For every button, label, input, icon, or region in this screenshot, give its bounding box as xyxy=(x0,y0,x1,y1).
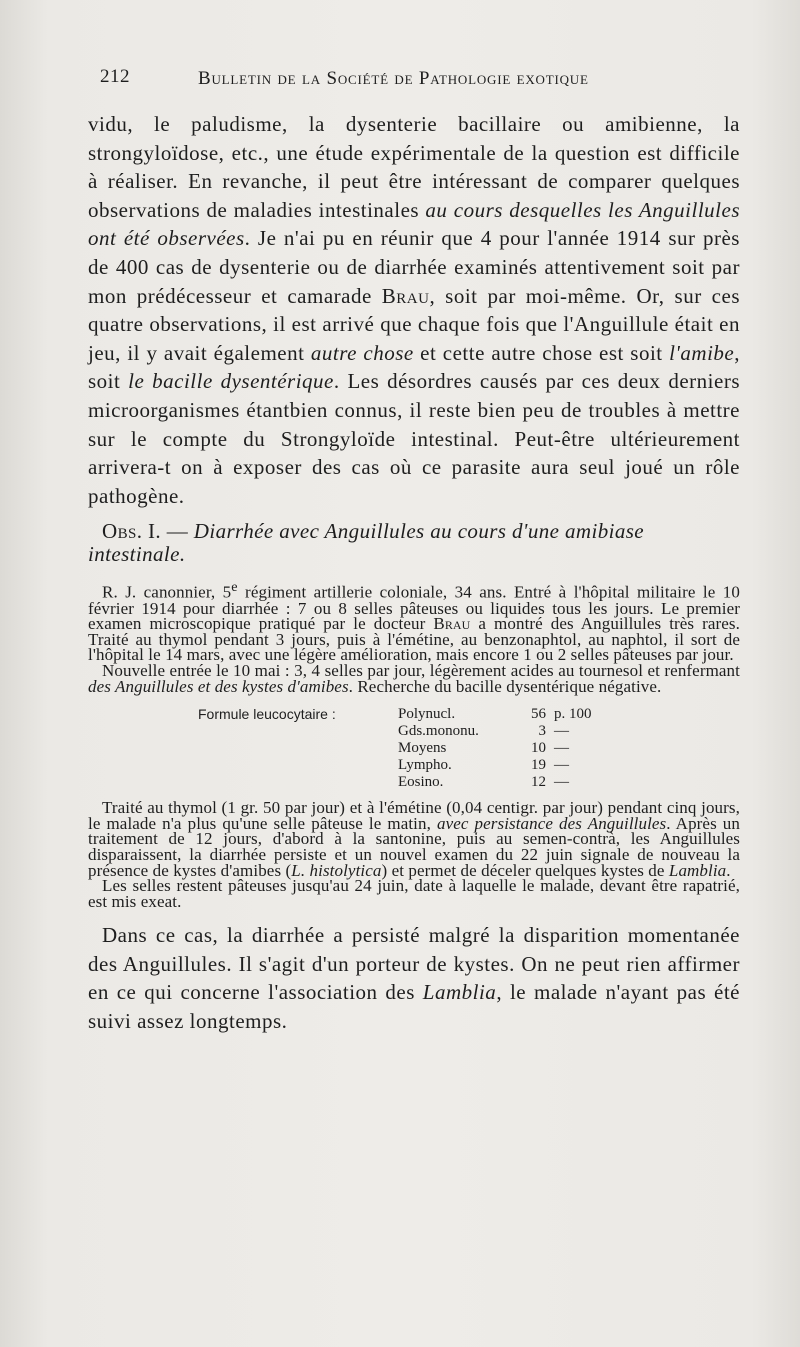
case-report xyxy=(88,580,740,909)
formula-row xyxy=(398,774,658,791)
case-text-3b: . Après un traitement de 12 jours, d'abord à la santonine, puis au semen-contrà, les Anguillules disparaissent, la diarrhée persiste et un nouvel examen du 22 juin signale de nouveau la présence de kystes d'amibes ( xyxy=(88,813,740,880)
intro-paragraph xyxy=(88,110,740,510)
formula-row-value: 10 xyxy=(531,740,546,757)
formula-label: Formule leucocytaire : xyxy=(198,706,336,723)
observation-heading xyxy=(88,520,740,566)
formula-row-label: Lympho. xyxy=(398,757,452,774)
intro-italic-1: au cours desquelles les Anguillules ont été observées xyxy=(88,197,740,251)
case-paragraph-4: Les selles restent pâteuses jusqu'au 24 juin, date à laquelle le malade, devant être rapatrié, est mis exeat. xyxy=(88,876,740,911)
formula-row-label: Polynucl. xyxy=(398,706,456,723)
formula-row xyxy=(398,757,658,774)
case-paragraph-3 xyxy=(88,800,740,878)
formula-row-value: 56 xyxy=(531,706,546,723)
intro-italic-4: le bacille dysentérique xyxy=(128,369,334,394)
observation-title: Diarrhée avec Anguillules au cours d'une amibiase intestinale. xyxy=(88,519,645,567)
article-body xyxy=(88,110,740,1036)
page-number: 212 xyxy=(100,66,130,87)
formula-row-label: Moyens xyxy=(398,740,447,757)
intro-italic-3: l'amibe xyxy=(669,340,735,365)
intro-text-d: et cette autre chose est soit xyxy=(413,340,670,365)
formula-row-unit: — xyxy=(554,740,569,757)
conclusion-italic: Lamblia xyxy=(422,980,497,1005)
case-text-2a: Nouvelle entrée le 10 mai : 3, 4 selles par jour, légèrement acides au tournesol et renfermant xyxy=(102,660,740,680)
formula-row-unit: — xyxy=(554,723,569,740)
case-author-brau: Brau xyxy=(433,614,471,634)
conclusion-text-a: Dans ce cas, la diarrhée a persisté malgré la disparition momentanée des Anguillules. Il s'agit d'un porteur de kystes. On ne peut rien affirmer en ce qui concerne l'association des xyxy=(88,923,740,1005)
conclusion-paragraph xyxy=(88,921,740,1035)
formula-row-unit: p. 100 xyxy=(554,706,592,723)
author-name-brau: Brau xyxy=(381,283,430,308)
formula-row xyxy=(398,723,658,740)
journal-title: Bulletin de la Société de Pathologie exotique xyxy=(198,68,589,89)
intro-text-e: , soit xyxy=(88,340,740,394)
formula-row xyxy=(398,706,658,723)
formula-row-label: Eosino. xyxy=(398,774,444,791)
intro-text-c: , soit par moi-même. Or, sur ces quatre observations, il est arrivé que chaque fois que l'Anguillule était en jeu, il y avait également xyxy=(88,283,740,365)
case-italic-3b: L. histolytica xyxy=(291,860,382,880)
formula-row-unit: — xyxy=(554,757,569,774)
case-paragraph-1 xyxy=(88,580,740,663)
case-superscript: e xyxy=(231,579,238,596)
leukocyte-formula xyxy=(88,706,740,794)
case-text-3d: . xyxy=(726,860,731,880)
case-text-3c: ) et permet de déceler quelques kystes de xyxy=(381,860,669,880)
case-text-2b: . Recherche du bacille dysentérique négative. xyxy=(348,676,662,696)
formula-row-value: 19 xyxy=(531,757,546,774)
formula-row-value: 12 xyxy=(531,774,546,791)
observation-label: Obs. I. xyxy=(102,519,162,544)
case-text-1b: régiment artillerie coloniale, 34 ans. Entré à l'hôpital militaire le 10 février 1914 pour diarrhée : 7 ou 8 selles pâteuses ou liquides tous les jours. Le premier examen microscopique pratiqué par le docteur xyxy=(88,582,740,634)
intro-section xyxy=(88,110,740,510)
intro-text-b: . Je n'ai pu en réunir que 4 pour l'année 1914 sur près de 400 cas de dysenterie ou de diarrhée examinés attentivement soit par mon prédécesseur et camarade xyxy=(88,226,740,308)
case-text-1c: a montré des Anguillules très rares. Traité au thymol pendant 3 jours, puis à l'émétine, au benzonaphtol, au naphtol, il sort de l'hôpital le 14 mars, avec une légère amélioration, mais encore 1 ou 2 selles pâteuses par jour. xyxy=(88,614,741,665)
formula-row xyxy=(398,740,658,757)
case-italic-3c: Lamblia xyxy=(668,860,727,880)
intro-text-a: vidu, le paludisme, la dysenterie bacillaire ou amibienne, la strongyloïdose, etc., une étude expérimentale de la question est difficile à réaliser. En revanche, il peut être intéressant de comparer quelques observations de maladies intestinales xyxy=(88,112,740,222)
case-paragraph-2 xyxy=(88,660,740,696)
case-italic-2: des Anguillules et des kystes d'amibes xyxy=(88,676,349,696)
spacer xyxy=(88,909,740,921)
case-italic-3a: avec persistance des Anguillules xyxy=(436,813,667,833)
intro-italic-2: autre chose xyxy=(310,340,414,365)
observation-dash: — xyxy=(161,519,194,544)
formula-row-unit: — xyxy=(554,774,569,791)
conclusion-section xyxy=(88,921,740,1035)
formula-row-label: Gds.mononu. xyxy=(398,723,479,740)
conclusion-text-b: , le malade n'ayant pas été suivi assez longtemps. xyxy=(88,980,740,1034)
case-text-1a: R. J. canonnier, 5 xyxy=(102,582,232,602)
formula-row-value: 3 xyxy=(538,723,546,740)
intro-text-f: . Les désordres causés par ces deux derniers microorganismes étantbien connus, il reste bien peu de troubles à mettre sur le compte du Strongyloïde intestinal. Peut-être ultérieurement arrivera-t on à exposer des cas où ce parasite aura seul joué un rôle pathogène. xyxy=(88,369,741,508)
case-text-3a: Traité au thymol (1 gr. 50 par jour) et à l'émétine (0,04 centigr. par jour) pendant cinq jours, le malade n'a plus qu'une selle pâteuse le matin, xyxy=(88,798,740,833)
